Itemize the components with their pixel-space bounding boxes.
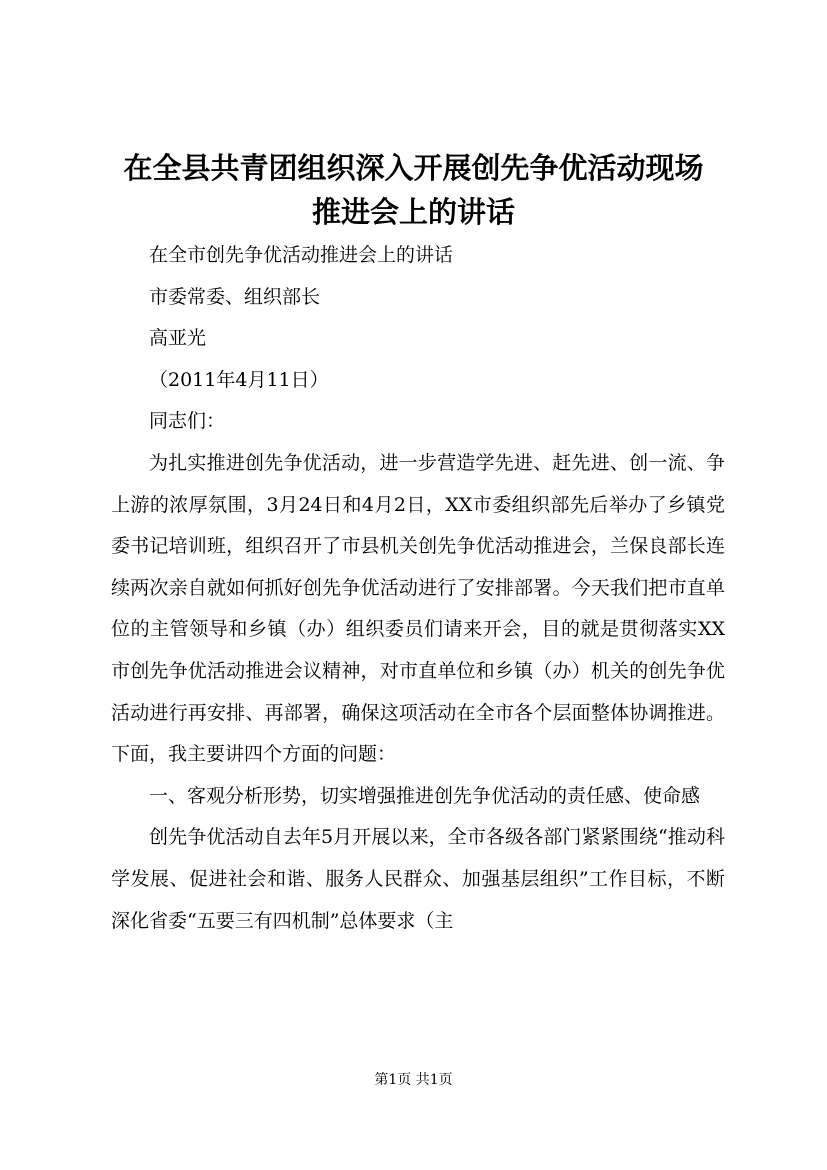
salutation: 同志们： bbox=[149, 410, 226, 433]
page-number-footer: 第1页 共1页 bbox=[374, 1072, 453, 1088]
title-line-2: 推进会上的讲话 bbox=[311, 195, 515, 229]
speaker-title: 市委常委、组织部长 bbox=[149, 285, 321, 308]
document-body bbox=[111, 235, 725, 942]
title-line-1: 在全县共青团组织深入开展创先争优活动现场 bbox=[123, 151, 704, 185]
section-heading: 一、客观分析形势，切实增强推进创先争优活动的责任感、使命感 bbox=[149, 784, 701, 807]
body-paragraph: 创先争优活动自去年5月开展以来，全市各级各部门紧紧围绕“推动科学发展、促进社会和谐、服务人民群众、加强基层组织”工作目标，不断深化省委“五要三有四机制”总体要求（主 bbox=[111, 826, 725, 932]
speech-subtitle: 在全市创先争优活动推进会上的讲话 bbox=[149, 244, 454, 266]
speaker-name: 高亚光 bbox=[149, 327, 207, 350]
body-paragraph: 为扎实推进创先争优活动，进一步营造学先进、赶先进、创一流、争上游的浓厚氛围，3月24日和4月2日，XX市委组织部先后举办了乡镇党委书记培训班，组织召开了市县机关创先争优活动推进会，兰保良部长连续两次亲自就如何抓好创先争优活动进行了安排部署。今天我们把市直单位的主管领导和乡镇（办）组织委员们请来开会，目的就是贯彻落实XX市创先争优活动推进会议精神，对市直单位和乡镇（办）机关的创先争优活动进行再安排、再部署，确保这项活动在全市各个层面整体协调推进。下面，我主要讲四个方面的问题： bbox=[111, 451, 725, 766]
speech-date: （2011年4月11日） bbox=[149, 368, 329, 391]
document-title bbox=[90, 146, 737, 234]
